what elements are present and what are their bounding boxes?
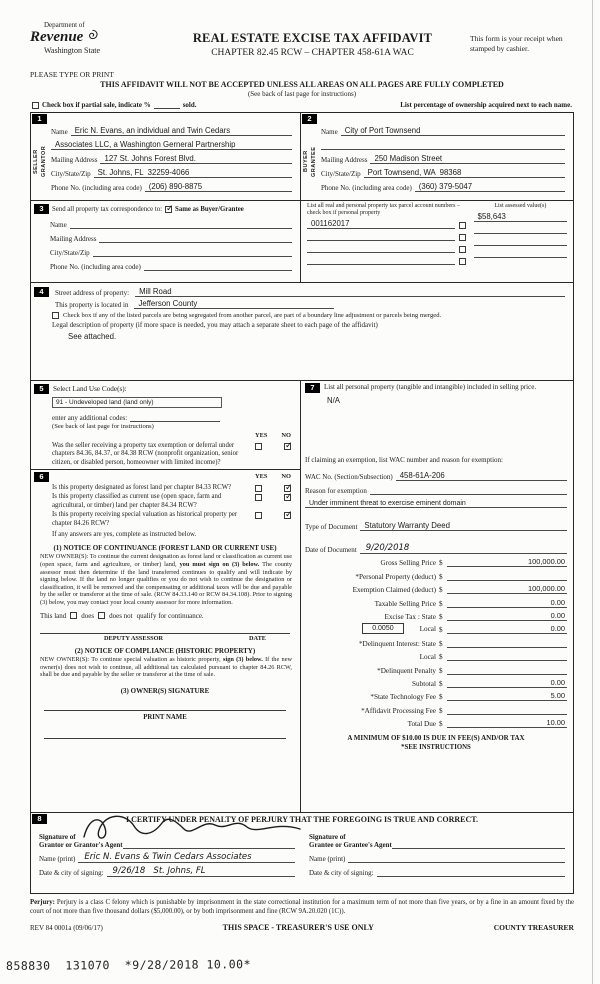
partial-sale-suffix: sold. xyxy=(182,101,197,109)
buyer-mailing-value: 250 Madison Street xyxy=(374,154,443,163)
delinquent-interest-local-label: Local xyxy=(419,653,436,662)
partial-sale-label: Check box if partial sale, indicate % xyxy=(42,101,151,109)
corr-name-label: Name xyxy=(50,221,67,229)
seller-name-field-line2[interactable] xyxy=(51,138,292,150)
buyer-name-field-line2[interactable] xyxy=(321,138,565,150)
corr-phone-label: Phone No. (including area code) xyxy=(50,263,141,271)
buyer-mailing-label: Mailing Address xyxy=(321,156,368,164)
s5-yes-header: YES xyxy=(255,432,268,439)
land-does-not-checkbox[interactable] xyxy=(98,612,105,619)
grantor-name-print-label: Name (print) xyxy=(39,855,76,863)
q3-yes-checkbox[interactable] xyxy=(255,512,262,519)
land-use-see-back: (See back of last page for instructions) xyxy=(52,423,154,430)
excise-tax-local-label: Local xyxy=(419,624,436,633)
taxable-selling-price-field[interactable]: 0.00 xyxy=(447,594,567,607)
seller-name-label: Name xyxy=(51,128,68,136)
q1-no-checkbox[interactable] xyxy=(284,485,291,492)
grantor-signature-of-label: Signature of xyxy=(39,832,76,841)
certify-statement: I CERTIFY UNDER PENALTY OF PERJURY THAT THE FOREGOING IS TRUE AND CORRECT. xyxy=(125,815,478,824)
grantor-agent-label: Grantor or Grantor's Agent xyxy=(39,840,123,849)
cashier-stamp: 858830 131070 *9/28/2018 10.00* xyxy=(5,957,252,973)
seller-csz-label: City/State/Zip xyxy=(51,170,91,178)
doc-type-field[interactable] xyxy=(360,518,567,531)
personal-property-label: List all personal property (tangible and intangible) included in selling price. xyxy=(324,383,537,391)
s5-yes-checkbox[interactable] xyxy=(255,443,262,450)
delinquent-penalty-label: *Delinquent Penalty xyxy=(377,666,436,675)
acceptance-warning: THIS AFFIDAVIT WILL NOT BE ACCEPTED UNLESS ALL AREAS ON ALL PAGES ARE FULLY COMPLETED xyxy=(100,80,504,89)
perjury-notice: Perjury: Perjury is a class C felony which is punishable by imprisonment in the state correctional institution for a maximum term of not more than five years, or by a fine in an amount fixed by the court of not more than five thousand dollars ($5,000.00), or by both imprisonment and fine (RCW 9A.20.020 (1C)). xyxy=(30,899,575,915)
continuance-qualify-line: This land does does not qualify for continuance. xyxy=(40,611,204,620)
reason-value: Under imminent threat to exercise eminent domain xyxy=(309,500,466,507)
answers-yes-instruction: If any answers are yes, complete as instructed below. xyxy=(52,531,197,539)
logo-revenue-text: Revenue xyxy=(30,29,84,46)
buyer-csz-label: City/State/Zip xyxy=(321,170,361,178)
buyer-phone-value: (360) 379-5047 xyxy=(418,182,473,191)
parcel-number-value: 001162017 xyxy=(311,219,350,229)
assessed-header: List assessed value(s) xyxy=(494,203,547,209)
seller-csz-value: St. Johns, FL 32259-4066 xyxy=(97,168,190,177)
current-use-question: Is this property classified as current use (open space, farm and agricultural, or timber) land per chapter 84.34 RCW? xyxy=(52,493,222,509)
doc-type-value: Statutory Warranty Deed xyxy=(364,521,450,530)
wac-value: 458-61A-206 xyxy=(399,471,445,480)
reason-label: Reason for exemption xyxy=(305,487,367,495)
segregated-checkbox[interactable] xyxy=(52,312,59,319)
doc-date-field[interactable] xyxy=(360,533,567,554)
located-in-label: This property is located in xyxy=(55,301,129,309)
delinquent-interest-local-field[interactable] xyxy=(447,648,567,661)
buyer-name-label: Name xyxy=(321,128,338,136)
tax-correspondence-section xyxy=(31,201,301,282)
wac-label: WAC No. (Section/Subsection) xyxy=(305,473,393,481)
parcel-field-2[interactable] xyxy=(307,231,455,241)
see-back-note: (See back of last page for instructions) xyxy=(247,90,357,98)
legal-description-label: Legal description of property (if more space is needed, you may attach a separate sheet to each page of the affidavit) xyxy=(52,321,378,329)
notice-compliance-title: (2) NOTICE OF COMPLIANCE (HISTORIC PROPERTY) xyxy=(74,647,256,656)
s6-no-header: NO xyxy=(281,472,291,480)
street-address-field[interactable] xyxy=(135,285,565,297)
header xyxy=(30,22,574,70)
excise-tax-state-label: Excise Tax : State xyxy=(384,612,436,621)
form-body xyxy=(30,112,574,894)
seller-mailing-field[interactable] xyxy=(100,152,292,164)
revenue-swirl-icon xyxy=(86,29,99,47)
grantor-name-print-value: Eric N. Evans & Twin Cedars Associates xyxy=(84,852,252,862)
grantor-date-city-field[interactable] xyxy=(107,865,295,877)
reason-field[interactable] xyxy=(370,482,567,495)
footer-row xyxy=(30,923,574,932)
exemption-deferral-question: Was the seller receiving a property tax exemption or deferral under chapters 84.36, 84.37, or 84.38 RCW (nonprofit organization, senior citizen, or disabled person, homeowner with limited income)? xyxy=(52,442,239,466)
section-7-tab: 7 xyxy=(305,383,320,393)
form-title: REAL ESTATE EXCISE TAX AFFIDAVIT xyxy=(192,31,433,45)
parcel-personal-checkbox-4[interactable] xyxy=(459,258,466,265)
buyer-name-field[interactable] xyxy=(341,124,565,136)
grantor-date-city-label: Date & city of signing: xyxy=(39,869,104,877)
form-subtitle: CHAPTER 82.45 RCW – CHAPTER 458-61A WAC xyxy=(211,48,414,58)
excise-tax-state-field[interactable]: 0.00 xyxy=(447,608,567,621)
q3-no-checkbox[interactable] xyxy=(284,512,291,519)
partial-sale-row xyxy=(30,99,574,111)
deputy-date-label: DATE xyxy=(248,635,266,643)
subtotal-field[interactable]: 0.00 xyxy=(447,675,567,688)
gross-selling-price-field[interactable]: 100,000.00 xyxy=(447,554,567,567)
corr-csz-field[interactable] xyxy=(93,245,292,257)
state-technology-fee-label: *State Technology Fee xyxy=(370,693,436,702)
wac-field[interactable] xyxy=(396,468,567,481)
located-in-field[interactable] xyxy=(134,297,334,309)
notice-continuance-body: NEW OWNER(S): To continue the current designation as forest land or classification as current use (open space, farm and agriculture, or timber) land, you must sign on (3) below. The county assessor must then determine if the land transferred continues to qualify and will indicate by signing below. If the land no longer qualifies or you do not wish to continue the designation or classification, it will be removed and the compensating or additional taxes will be due and payable by the seller or transferor at the time of sale. (RCW 84.33.140 or RCW 84.34.108). Prior to signing (3) below, you may contact your local county assessor for more information. xyxy=(40,553,292,606)
correspondence-label: Send all property tax correspondence to: xyxy=(52,205,163,213)
delinquent-interest-state-field[interactable] xyxy=(447,634,567,647)
deputy-assessor-label: DEPUTY ASSESSOR xyxy=(104,635,164,643)
parcel-field-4[interactable] xyxy=(307,255,455,265)
s5-no-header: NO xyxy=(281,432,291,439)
notice-continuance-title: (1) NOTICE OF CONTINUANCE (FOREST LAND OR CURRENT USE) xyxy=(53,544,277,553)
partial-sale-checkbox[interactable] xyxy=(32,102,39,109)
historic-property-question: Is this property receiving special valuation as historical property per chapter 84.26 RCW? xyxy=(52,511,238,527)
parcel-header: List all real and personal property tax parcel account numbers – check box if personal property xyxy=(307,203,460,217)
doc-date-label: Date of Document xyxy=(305,546,357,554)
section-4-tab: 4 xyxy=(34,287,49,297)
seller-mailing-label: Mailing Address xyxy=(51,156,98,164)
land-does-checkbox[interactable] xyxy=(70,612,77,619)
certification-section xyxy=(31,813,573,893)
q1-yes-checkbox[interactable] xyxy=(255,485,262,492)
seller-phone-field[interactable] xyxy=(145,180,292,192)
buyer-phone-label: Phone No. (including area code) xyxy=(321,184,412,192)
section-1-tab: 1 xyxy=(32,114,47,124)
partial-sale-percent-line[interactable] xyxy=(154,101,180,109)
forest-land-question: Is this property designated as forest land per chapter 84.33 RCW? xyxy=(52,484,232,491)
seller-name-value: Eric N. Evans, an individual and Twin Cedars xyxy=(74,126,231,135)
exemption-intro: If claiming an exemption, list WAC number and reason for exemption: xyxy=(305,456,503,464)
dept-of-revenue-logo xyxy=(30,22,155,55)
excise-tax-section: 7 List all personal property (tangible and intangible) included in selling price. N/A If claiming an exemption, list WAC number and reason for exemption: WAC No. (Section/Subsection) 458-61A-206 Reason for exemption Under imminent threat to exercise eminent domain Type of Document Statutory Warranty Deed Date of Document 9/20/2018 Gross Selling Price $ 100,000.00 *Personal Property (deduct) $ Exemption Claimed (deduct) $ 100,000.00 Taxable Selling Price $ 0.00 Excise Tax : State $ 0.00 0.0050 Local $ 0.00 *Delinquent Interest: State $ Local $ *Delinquent Penalty $ Subtotal $ 0.00 *State Technology Fee $ 5.00 *Affidavit Processing Fee $ Total Due $ 10.00 A MINIMUM OF $10.00 IS DUE IN FEE(S) AND/OR TAX *SEE INSTRUCTIONS xyxy=(305,383,565,752)
delinquent-interest-state-label: *Delinquent Interest: State xyxy=(358,639,436,648)
affidavit-processing-fee-field[interactable] xyxy=(447,701,567,714)
taxable-selling-price-label: Taxable Selling Price xyxy=(374,599,436,608)
reason-value-field[interactable] xyxy=(305,496,567,508)
corr-phone-field[interactable] xyxy=(144,259,292,271)
grantee-name-print-field[interactable] xyxy=(348,851,565,863)
buyer-grantee-side-label: BUYER GRANTEE xyxy=(303,146,317,177)
seller-mailing-value: 127 St. Johns Forest Blvd. xyxy=(104,154,196,163)
affidavit-processing-fee-label: *Affidavit Processing Fee xyxy=(361,706,436,715)
doc-type-label: Type of Document xyxy=(305,523,358,531)
legal-description-value: See attached. xyxy=(68,332,117,341)
section-5-tab: 5 xyxy=(34,384,49,394)
local-rate-box: 0.0050 xyxy=(362,623,403,634)
grantee-signature-of-label: Signature of xyxy=(309,832,346,841)
county-treasurer-label: COUNTY TREASURER xyxy=(493,922,574,932)
land-use-code-select[interactable]: 91 - Undeveloped land (land only) xyxy=(52,397,222,408)
assessed-field-3[interactable] xyxy=(474,236,567,246)
treasurer-space-label: THIS SPACE - TREASURER'S USE ONLY xyxy=(222,922,374,932)
section-6-tab: 6 xyxy=(34,472,49,482)
grantee-date-city-label: Date & city of signing: xyxy=(309,869,374,877)
grantee-signature-block xyxy=(309,829,565,877)
doc-date-value: 9/20/2018 xyxy=(365,543,410,553)
assessed-field-1[interactable] xyxy=(474,212,567,222)
corr-name-field[interactable] xyxy=(70,217,292,229)
land-use-section xyxy=(31,381,300,469)
seller-csz-field[interactable] xyxy=(94,166,292,178)
section-3-tab: 3 xyxy=(34,204,49,214)
street-address-label: Street address of property: xyxy=(55,289,130,297)
parcel-personal-checkbox-1[interactable] xyxy=(459,222,466,229)
seller-grantor-side-label: SELLER GRANTOR xyxy=(33,145,47,178)
total-due-label: Total Due xyxy=(407,720,436,729)
buyer-csz-value: Port Townsend, WA 98368 xyxy=(367,168,462,177)
seller-name-field[interactable] xyxy=(71,124,292,136)
street-address-value: Mill Road xyxy=(139,287,172,296)
total-due-field[interactable]: 10.00 xyxy=(447,715,567,728)
segregated-label: Check box if any of the listed parcels are being segregated from another parcel, are part of a boundary line adjustment or parcels being merged. xyxy=(63,311,442,319)
grantee-agent-label: Grantee or Grantee's Agent xyxy=(309,840,392,849)
personal-property-deduct-label: *Personal Property (deduct) xyxy=(355,572,436,581)
minimum-due-note: A MINIMUM OF $10.00 IS DUE IN FEE(S) AND/OR TAX xyxy=(347,734,525,743)
s5-no-checkbox[interactable] xyxy=(284,443,291,450)
buyer-mailing-field[interactable] xyxy=(370,152,565,164)
personal-property-deduct-field[interactable] xyxy=(447,567,567,580)
corr-mailing-field[interactable] xyxy=(99,231,292,243)
seller-phone-label: Phone No. (including area code) xyxy=(51,184,142,192)
corr-csz-label: City/State/Zip xyxy=(50,249,90,257)
subtotal-label: Subtotal xyxy=(412,679,436,688)
grantee-name-print-label: Name (print) xyxy=(309,855,346,863)
receipt-note: This form is your receipt when stamped by cashier. xyxy=(470,34,563,53)
excise-tax-local-field[interactable]: 0.00 xyxy=(447,621,567,634)
seller-section xyxy=(31,113,301,200)
grantor-signature-block xyxy=(39,829,295,877)
property-location-section xyxy=(31,283,573,381)
exemption-claimed-field[interactable]: 100,000.00 xyxy=(447,581,567,594)
parcel-field-1[interactable] xyxy=(307,219,455,229)
buyer-phone-field[interactable] xyxy=(415,180,565,192)
additional-codes-label: enter any additional codes: xyxy=(52,414,128,422)
grantor-date-city-value: 9/26/18 St. Johns, FL xyxy=(112,866,206,876)
same-as-buyer-checkbox[interactable] xyxy=(165,206,172,213)
buyer-csz-field[interactable] xyxy=(364,166,565,178)
parcel-personal-checkbox-2[interactable] xyxy=(459,234,466,241)
q2-yes-checkbox[interactable] xyxy=(255,494,262,501)
section-8-tab: 8 xyxy=(32,814,47,824)
owners-signature-title: (3) OWNER(S) SIGNATURE xyxy=(120,686,210,695)
parcel-section xyxy=(301,201,573,282)
land-use-title: Select Land Use Code(s): xyxy=(53,385,127,393)
assessed-value: $58,643 xyxy=(477,212,506,222)
personal-property-value: N/A xyxy=(327,396,340,405)
designation-section xyxy=(31,469,300,813)
rev-number: REV 84 0001a (09/06/17) xyxy=(30,923,103,932)
logo-dept-small: Department of xyxy=(44,21,85,29)
grantee-date-city-field[interactable] xyxy=(377,865,565,877)
notice-compliance-body: NEW OWNER(S): To continue special valuation as historic property, sign (3) below. If the new owner(s) does not wish to continue, all additional tax calculated pursuant to chapter 84.26 RCW, shall be due and payable by the seller or transferor at the time of sale. xyxy=(40,656,293,679)
assessed-field-4[interactable] xyxy=(474,248,567,258)
additional-codes-field[interactable] xyxy=(130,410,220,422)
ownership-percentage-note: List percentage of ownership acquired next to each name. xyxy=(400,101,572,109)
seller-name-value-line2: Associates LLC, a Washington Gerneral Partnership xyxy=(55,140,236,149)
owner-signature-line[interactable] xyxy=(44,710,286,711)
buyer-name-value: City of Port Townsend xyxy=(344,126,421,135)
buyer-section xyxy=(301,113,573,200)
grantor-name-print-field[interactable] xyxy=(78,851,295,863)
please-type-note: PLEASE TYPE OR PRINT xyxy=(30,70,114,79)
see-instructions-note: *SEE INSTRUCTIONS xyxy=(401,744,471,752)
gross-selling-price-label: Gross Selling Price xyxy=(380,559,436,568)
grantee-signature-field[interactable] xyxy=(392,831,565,849)
print-name-label: PRINT NAME xyxy=(143,713,187,721)
corr-mailing-label: Mailing Address xyxy=(50,235,97,243)
same-as-buyer-label: Same as Buyer/Grantee xyxy=(175,205,244,213)
s6-yes-header: YES xyxy=(255,472,268,480)
q2-no-checkbox[interactable] xyxy=(284,494,291,501)
seller-phone-value: (206) 890-8875 xyxy=(148,182,203,191)
delinquent-penalty-field[interactable] xyxy=(447,661,567,674)
section-2-tab: 2 xyxy=(302,114,317,124)
state-technology-fee-field[interactable]: 5.00 xyxy=(447,688,567,701)
grantor-signature-field[interactable] xyxy=(123,831,295,849)
parcel-field-3[interactable] xyxy=(307,243,455,253)
assessed-field-2[interactable] xyxy=(474,224,567,234)
logo-washington-state: Washington State xyxy=(44,46,101,56)
located-in-value: Jefferson County xyxy=(138,299,198,308)
parcel-personal-checkbox-3[interactable] xyxy=(459,246,466,253)
exemption-claimed-label: Exemption Claimed (deduct) xyxy=(352,586,436,595)
owner-print-name-line[interactable] xyxy=(44,738,286,739)
